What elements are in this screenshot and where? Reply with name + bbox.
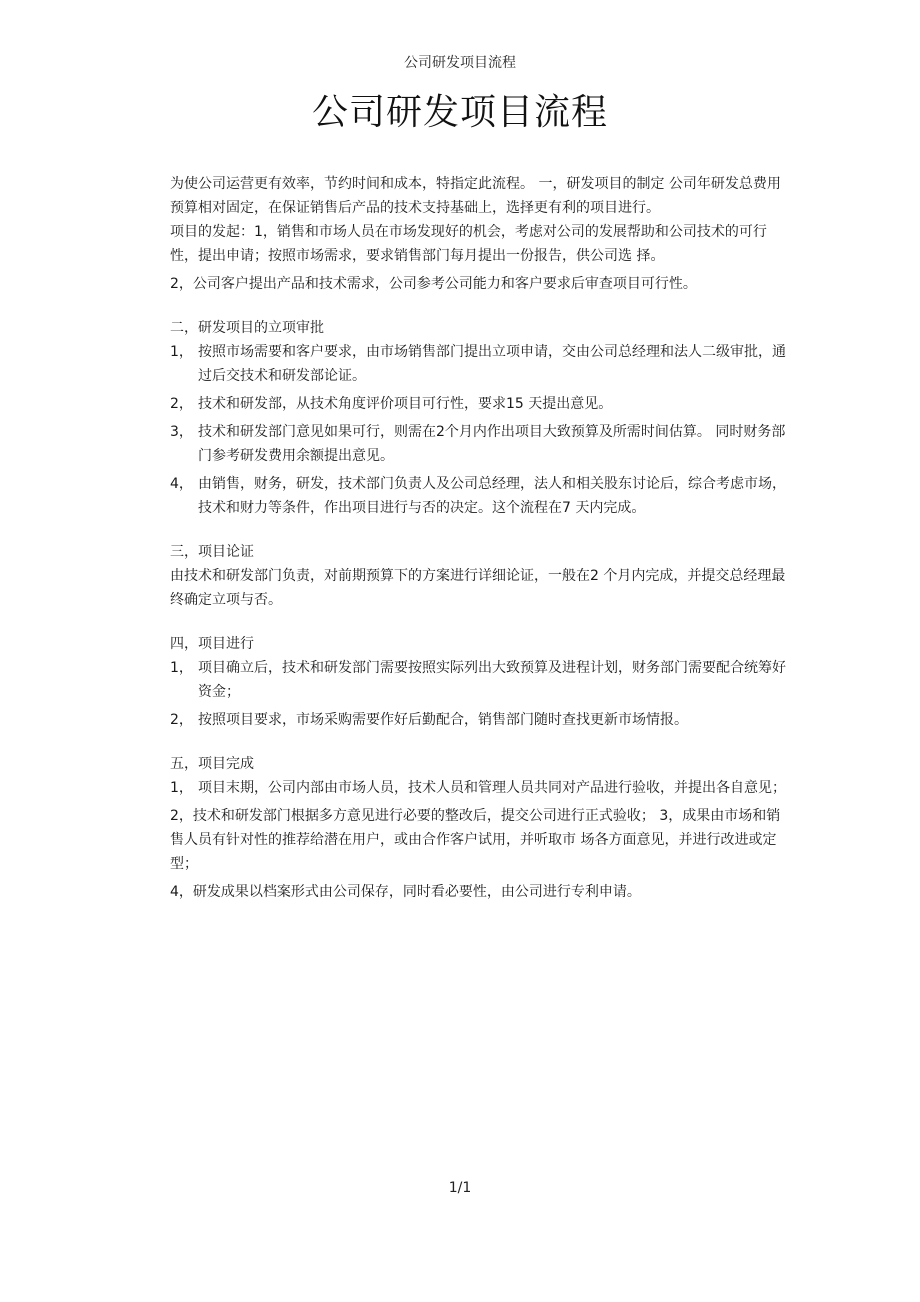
list-text: 项目确立后，技术和研发部门需要按照实际列出大致预算及进程计划，财务部门需要配合统筹好资金； — [198, 660, 786, 700]
list-text: 项目末期，公司内部由市场人员，技术人员和管理人员共同对产品进行验收，并提出各自意见； — [198, 780, 786, 796]
list-number: 3， — [170, 424, 193, 440]
running-header: 公司研发项目流程 — [404, 55, 516, 71]
list-number: 2， — [170, 396, 193, 412]
list-item — [170, 392, 792, 416]
list-number: 1， — [170, 660, 193, 676]
intro-paragraph-3: 2，公司客户提出产品和技术需求，公司参考公司能力和客户要求后审查项目可行性。 — [170, 276, 697, 292]
list-item — [170, 472, 792, 520]
section-heading-approval: 二，研发项目的立项审批 — [170, 320, 324, 336]
list-number: 1， — [170, 780, 193, 796]
section3-paragraph: 由技术和研发部门负责，对前期预算下的方案进行详细论证，一般在2 个月内完成，并提交总经理最终确定立项与否。 — [170, 568, 786, 608]
list-item — [170, 776, 792, 800]
section5-paragraph-4: 4，研发成果以档案形式由公司保存，同时看必要性，由公司进行专利申请。 — [170, 884, 641, 900]
section-heading-completion: 五，项目完成 — [170, 756, 254, 772]
intro-paragraph-1: 为使公司运营更有效率，节约时间和成本，特指定此流程。 一，研发项目的制定 公司年研发总费用预算相对固定，在保证销售后产品的技术支持基础上，选择更有利的项目进行。 — [170, 176, 781, 216]
section5-paragraph-2: 2，技术和研发部门根据多方意见进行必要的整改后，提交公司进行正式验收； 3，成果由市场和销售人员有针对性的推荐给潜在用户，或由合作客户试用，并听取市 场各方面意见，并进行改进或定型； — [170, 808, 781, 872]
list-text: 按照市场需要和客户要求，由市场销售部门提出立项申请，交由公司总经理和法人二级审批，通过后交技术和研发部论证。 — [198, 344, 786, 384]
list-text: 技术和研发部，从技术角度评价项目可行性，要求15 天提出意见。 — [198, 396, 613, 412]
list-item — [170, 656, 792, 704]
list-item — [170, 708, 792, 732]
section-heading-demonstration: 三，项目论证 — [170, 544, 254, 560]
list-item — [170, 420, 792, 468]
list-number: 2， — [170, 712, 193, 728]
list-text: 按照项目要求，市场采购需要作好后勤配合，销售部门随时查找更新市场情报。 — [198, 712, 688, 728]
page-number: 1/1 — [448, 1180, 472, 1196]
list-number: 4， — [170, 476, 193, 492]
list-text: 由销售，财务，研发，技术部门负责人及公司总经理，法人和相关股东讨论后，综合考虑市场，技术和财力等条件，作出项目进行与否的决定。这个流程在7 天内完成。 — [198, 476, 786, 516]
list-text: 技术和研发部门意见如果可行，则需在2个月内作出项目大致预算及所需时间估算。 同时财务部门参考研发费用余额提出意见。 — [198, 424, 786, 464]
list-number: 1， — [170, 344, 193, 360]
document-body — [170, 172, 792, 904]
document-title: 公司研发项目流程 — [311, 92, 608, 133]
section-heading-execution: 四，项目进行 — [170, 636, 254, 652]
list-item — [170, 340, 792, 388]
intro-paragraph-2: 项目的发起：1，销售和市场人员在市场发现好的机会，考虑对公司的发展帮助和公司技术的可行性，提出申请；按照市场需求，要求销售部门每月提出一份报告，供公司选 择。 — [170, 224, 767, 264]
